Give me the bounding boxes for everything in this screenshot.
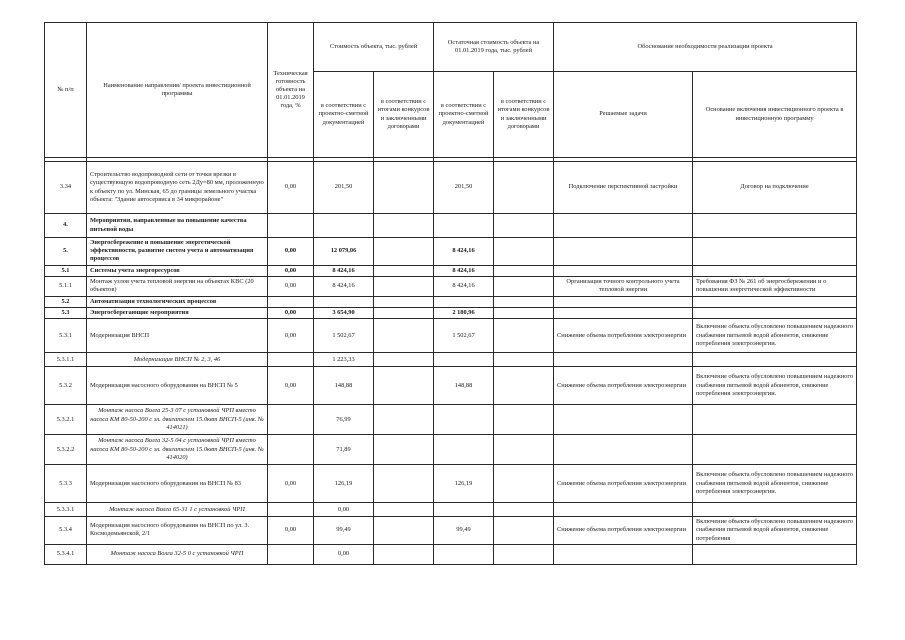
row-cost-psd: 148,88 — [314, 367, 374, 405]
row-num: 5.2 — [45, 296, 87, 307]
header-residual-group: Остаточная стоимость объекта на 01.01.2019 года, тыс. рублей — [434, 23, 554, 72]
row-cost-psd: 1 502,67 — [314, 319, 374, 353]
row-basis — [693, 405, 857, 435]
row-basis: Договор на подключение — [693, 162, 857, 214]
row-cost-psd: 126,19 — [314, 465, 374, 503]
row-residual-psd: 8 424,16 — [434, 276, 494, 296]
row-cost-psd: 8 424,16 — [314, 276, 374, 296]
row-cost-contracts — [374, 307, 434, 318]
table-row — [45, 319, 857, 353]
row-name: Модернизация ВНСП № 2, 3, 46 — [87, 353, 268, 367]
table-row — [45, 276, 857, 296]
row-cost-psd: 1 223,33 — [314, 353, 374, 367]
row-readiness: 0,00 — [268, 276, 314, 296]
row-name: Монтаж насоса Волга 65-31 1 с установкой ЧРП — [87, 503, 268, 517]
row-cost-psd — [314, 296, 374, 307]
row-readiness — [268, 214, 314, 238]
header-tasks: Решаемые задачи — [554, 72, 693, 158]
header-readiness: Техническая готовность объекта на 01.01.2019 года, % — [268, 23, 314, 158]
row-cost-contracts — [374, 405, 434, 435]
row-tasks — [554, 265, 693, 276]
row-residual-contracts — [494, 405, 554, 435]
table-row — [45, 465, 857, 503]
row-cost-psd: 8 424,16 — [314, 265, 374, 276]
row-tasks — [554, 296, 693, 307]
row-residual-psd — [434, 353, 494, 367]
row-cost-contracts — [374, 276, 434, 296]
row-cost-psd: 71,89 — [314, 435, 374, 465]
row-readiness — [268, 435, 314, 465]
row-name: Мероприятия, направленные на повышение качества питьевой воды — [87, 214, 268, 238]
header-cost-contracts: в соответствии с итогами конкурсов и заключенными договорами — [374, 72, 434, 158]
investment-program-table — [44, 22, 857, 565]
table-row — [45, 435, 857, 465]
row-cost-psd: 0,00 — [314, 503, 374, 517]
row-residual-contracts — [494, 465, 554, 503]
row-name: Модернизация насосного оборудования на ВНСП № 83 — [87, 465, 268, 503]
row-cost-contracts — [374, 214, 434, 238]
row-num: 5.3 — [45, 307, 87, 318]
header-residual-contracts: в соответствии с итогами конкурсов и заключенными договорами — [494, 72, 554, 158]
row-name: Автоматизация технологических процессов — [87, 296, 268, 307]
row-cost-psd: 0,00 — [314, 544, 374, 564]
row-basis: Включение объекта обусловлено повышением надежного снабжения питьевой водой абонентов, снижение потребления электроэнергии. — [693, 465, 857, 503]
row-residual-contracts — [494, 296, 554, 307]
row-residual-contracts — [494, 307, 554, 318]
row-cost-contracts — [374, 238, 434, 266]
row-basis — [693, 265, 857, 276]
row-tasks — [554, 503, 693, 517]
row-cost-contracts — [374, 265, 434, 276]
row-num: 5.1.1 — [45, 276, 87, 296]
row-basis — [693, 238, 857, 266]
row-residual-contracts — [494, 214, 554, 238]
row-tasks — [554, 353, 693, 367]
row-cost-psd: 76,99 — [314, 405, 374, 435]
row-num: 5.3.2.2 — [45, 435, 87, 465]
row-residual-psd: 126,19 — [434, 465, 494, 503]
row-tasks — [554, 405, 693, 435]
row-cost-contracts — [374, 544, 434, 564]
row-residual-psd — [434, 214, 494, 238]
row-cost-contracts — [374, 503, 434, 517]
row-residual-contracts — [494, 276, 554, 296]
row-basis: Включение объекта обусловлено повышением надежного снабжения питьевой водой абонентов, снижение потребления электроэнергии. — [693, 319, 857, 353]
table-header — [45, 23, 857, 162]
row-cost-contracts — [374, 296, 434, 307]
row-tasks — [554, 307, 693, 318]
table-row — [45, 544, 857, 564]
row-num: 5.3.3.1 — [45, 503, 87, 517]
row-name: Монтаж насоса Волга 32-5 04 с установкой ЧРП вместо насоса КМ 80-50-200 с эл. двигателем 15.0квт ВНСП-5 (инв. № 414020) — [87, 435, 268, 465]
row-readiness: 0,00 — [268, 238, 314, 266]
row-cost-psd: 12 079,06 — [314, 238, 374, 266]
row-name: Энергосберегающие мероприятия — [87, 307, 268, 318]
row-residual-psd: 2 180,96 — [434, 307, 494, 318]
row-residual-contracts — [494, 367, 554, 405]
row-num: 5.3.4.1 — [45, 544, 87, 564]
row-tasks — [554, 214, 693, 238]
header-name: Наименование направления/ проекта инвестиционной программы — [87, 23, 268, 158]
table-row — [45, 162, 857, 214]
row-readiness: 0,00 — [268, 162, 314, 214]
row-num: 5.1 — [45, 265, 87, 276]
row-residual-psd: 201,50 — [434, 162, 494, 214]
row-basis: Включение объекта обусловлено повышением надежного снабжения питьевой водой абонентов, снижение потребления — [693, 517, 857, 545]
row-tasks: Подключение перспективной застройки — [554, 162, 693, 214]
row-name: Монтаж насоса Волга 32-5 0 с установкой ЧРП — [87, 544, 268, 564]
header-cost-psd: в соответствии с проектно-сметной документацией — [314, 72, 374, 158]
row-cost-contracts — [374, 465, 434, 503]
row-cost-psd — [314, 214, 374, 238]
row-readiness: 0,00 — [268, 367, 314, 405]
row-readiness: 0,00 — [268, 517, 314, 545]
row-num: 3.34 — [45, 162, 87, 214]
row-residual-contracts — [494, 319, 554, 353]
row-name: Модернизация насосного оборудования на ВНСП по ул. З. Космодемьянской, 2/1 — [87, 517, 268, 545]
row-tasks: Снижение объема потребления электроэнергии — [554, 319, 693, 353]
row-basis — [693, 296, 857, 307]
row-num: 5.3.2 — [45, 367, 87, 405]
row-tasks — [554, 544, 693, 564]
header-residual-psd: в соответствии с проектно-сметной документацией — [434, 72, 494, 158]
row-readiness — [268, 503, 314, 517]
table-row — [45, 307, 857, 318]
row-cost-contracts — [374, 435, 434, 465]
row-tasks: Снижение объема потребления электроэнергии — [554, 465, 693, 503]
row-name: Монтаж насоса Волга 25-3 07 с установкой ЧРП вместо насоса КМ 80-50-200 с эл. двигателем 15.0квт ВНСП-5 (инв. № 414021) — [87, 405, 268, 435]
row-residual-contracts — [494, 517, 554, 545]
row-basis — [693, 544, 857, 564]
row-cost-psd: 3 654,90 — [314, 307, 374, 318]
row-cost-contracts — [374, 353, 434, 367]
row-cost-contracts — [374, 517, 434, 545]
row-readiness: 0,00 — [268, 465, 314, 503]
row-tasks: Снижение объема потребления электроэнергии — [554, 367, 693, 405]
row-residual-contracts — [494, 503, 554, 517]
row-cost-psd: 201,50 — [314, 162, 374, 214]
row-cost-contracts — [374, 367, 434, 405]
row-num: 4. — [45, 214, 87, 238]
row-name: Модернизация насосного оборудования на ВНСП № 5 — [87, 367, 268, 405]
row-tasks — [554, 238, 693, 266]
row-name: Строительство водопроводной сети от точки врезки в существующую водопроводную сеть 2Ду=80 мм, проложенную к объекту по ул. Минская, 65 до границы земельного участка объекта: "Здание автосервиса в 34 микрорайоне" — [87, 162, 268, 214]
table-row — [45, 296, 857, 307]
row-residual-psd — [434, 435, 494, 465]
row-tasks — [554, 435, 693, 465]
table-row — [45, 238, 857, 266]
row-residual-psd — [434, 405, 494, 435]
row-residual-contracts — [494, 238, 554, 266]
row-tasks: Снижение объема потребления электроэнергии — [554, 517, 693, 545]
table-row — [45, 353, 857, 367]
row-name: Монтаж узлов учета тепловой энергии на объектах КВС (20 объектов) — [87, 276, 268, 296]
row-residual-contracts — [494, 435, 554, 465]
row-residual-contracts — [494, 162, 554, 214]
row-readiness: 0,00 — [268, 265, 314, 276]
row-readiness — [268, 405, 314, 435]
row-residual-psd: 8 424,16 — [434, 265, 494, 276]
row-name: Модернизация ВНСП — [87, 319, 268, 353]
row-readiness: 0,00 — [268, 319, 314, 353]
table-row — [45, 405, 857, 435]
row-num: 5.3.4 — [45, 517, 87, 545]
table-row — [45, 503, 857, 517]
header-basis: Основание включения инвестиционного проекта в инвестиционную программу — [693, 72, 857, 158]
row-basis — [693, 353, 857, 367]
row-num: 5.3.1.1 — [45, 353, 87, 367]
row-num: 5. — [45, 238, 87, 266]
row-residual-psd: 148,88 — [434, 367, 494, 405]
row-cost-contracts — [374, 319, 434, 353]
table-row — [45, 517, 857, 545]
row-basis — [693, 435, 857, 465]
row-residual-psd: 99,49 — [434, 517, 494, 545]
row-readiness — [268, 296, 314, 307]
header-cost-group: Стоимость объекта, тыс. рублей — [314, 23, 434, 72]
row-num: 5.3.2.1 — [45, 405, 87, 435]
row-residual-psd — [434, 503, 494, 517]
row-tasks: Организация точного контрольного учета тепловой энергии — [554, 276, 693, 296]
row-residual-contracts — [494, 544, 554, 564]
row-residual-psd — [434, 296, 494, 307]
table-row — [45, 265, 857, 276]
row-cost-psd: 99,49 — [314, 517, 374, 545]
header-num: № п/п — [45, 23, 87, 158]
row-basis — [693, 307, 857, 318]
row-residual-psd: 8 424,16 — [434, 238, 494, 266]
row-basis — [693, 503, 857, 517]
row-basis — [693, 214, 857, 238]
row-readiness — [268, 353, 314, 367]
row-basis: Включение объекта обусловлено повышением надежного снабжения питьевой водой абонентов, снижение потребления электроэнергии. — [693, 367, 857, 405]
row-num: 5.3.1 — [45, 319, 87, 353]
row-residual-psd: 1 502,67 — [434, 319, 494, 353]
row-cost-contracts — [374, 162, 434, 214]
row-readiness: 0,00 — [268, 307, 314, 318]
row-name: Энергосбережение и повышение энергетической эффективности, развитие систем учета и автоматизация процессов — [87, 238, 268, 266]
row-readiness — [268, 544, 314, 564]
row-name: Системы учета энергоресурсов — [87, 265, 268, 276]
row-num: 5.3.3 — [45, 465, 87, 503]
row-residual-contracts — [494, 353, 554, 367]
row-basis: Требования ФЗ № 261 об энергосбережении и о повышении энергетической эффективности — [693, 276, 857, 296]
table-row — [45, 367, 857, 405]
row-residual-psd — [434, 544, 494, 564]
table-body — [45, 162, 857, 565]
table-row — [45, 214, 857, 238]
header-justification-group: Обоснование необходимости реализации проекта — [554, 23, 857, 72]
row-residual-contracts — [494, 265, 554, 276]
